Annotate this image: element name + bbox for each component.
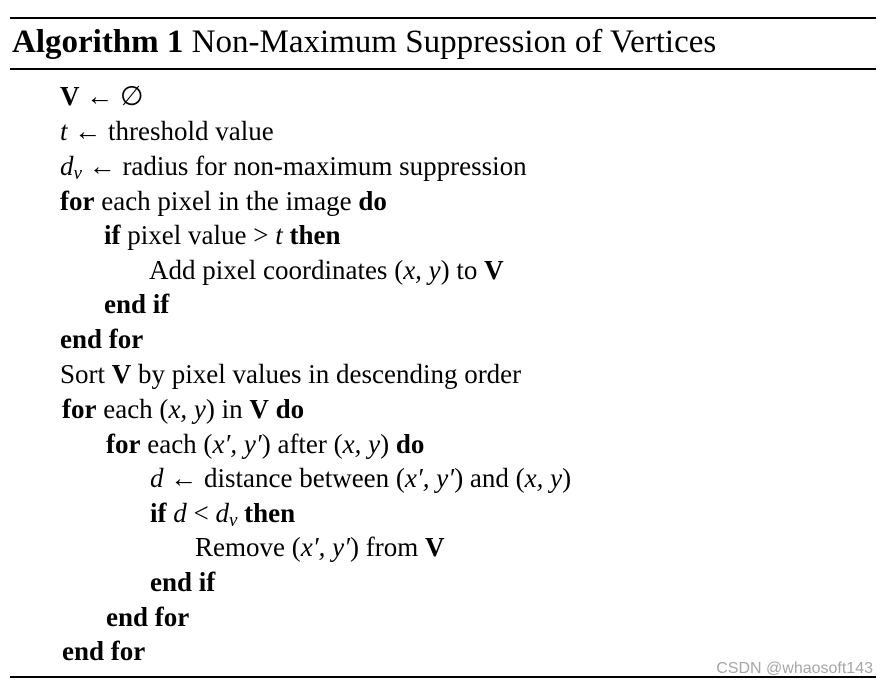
line-code (150, 565, 215, 599)
math-symbol: d (173, 498, 187, 528)
text-segment: ) to (440, 255, 485, 285)
keyword: end if (104, 289, 170, 319)
math-symbol: x′, y′ (212, 429, 262, 459)
line-code (106, 600, 189, 634)
line-code (149, 253, 504, 287)
line-code (60, 184, 387, 218)
text-segment: ) in (205, 394, 250, 424)
math-symbol: V (111, 359, 132, 389)
keyword: end for (62, 636, 146, 666)
math-symbol: t (275, 220, 283, 250)
keyword: if (150, 498, 167, 528)
watermark: CSDN @whaosoft143 (716, 660, 873, 677)
keyword: for (60, 186, 95, 216)
text-segment: ← threshold value (67, 116, 274, 146)
line-code (60, 79, 144, 113)
text-segment (269, 394, 276, 424)
keyword: for (62, 394, 97, 424)
keyword: then (289, 220, 341, 250)
math-symbol: x, y (403, 255, 441, 285)
keyword: do (275, 394, 305, 424)
algorithm-title: Non-Maximum Suppression of Vertices (191, 24, 717, 60)
line-code (60, 149, 527, 183)
math-symbol: V (425, 532, 445, 562)
keyword: do (358, 186, 387, 216)
keyword: end for (60, 324, 144, 354)
text-segment: ) (380, 429, 396, 459)
keyword: for (106, 429, 141, 459)
text-segment: < (186, 498, 216, 528)
line-code (60, 114, 274, 148)
text-segment: Add pixel coordinates ( (149, 255, 404, 285)
line-code (195, 530, 445, 564)
text-segment: ) and ( (454, 463, 525, 493)
keyword: if (104, 220, 121, 250)
math-symbol: d (215, 498, 229, 528)
math-symbol: d (150, 463, 164, 493)
line-code (104, 287, 169, 321)
math-symbol: V (60, 81, 80, 111)
line-code (60, 357, 521, 391)
math-symbol: x′, y′ (300, 532, 351, 562)
line-code (150, 461, 571, 495)
line-code (104, 218, 340, 252)
text-segment: each ( (140, 429, 213, 459)
text-segment: ) (562, 463, 572, 493)
algorithm-caption (12, 20, 716, 64)
line-code (106, 427, 424, 461)
keyword: end if (150, 567, 216, 597)
text-segment: ← distance between ( (163, 463, 405, 493)
text-segment: by pixel values in descending order (131, 359, 522, 389)
line-code (150, 496, 295, 530)
text-segment: ) after ( (261, 429, 343, 459)
text-segment: each pixel in the image (94, 186, 359, 216)
math-symbol: x, y (342, 429, 381, 459)
text-segment: Remove ( (195, 532, 301, 562)
math-symbol: v (73, 163, 82, 184)
keyword: end for (106, 602, 190, 632)
text-segment: each ( (96, 394, 169, 424)
line-code (62, 392, 304, 426)
math-symbol: V (484, 255, 504, 285)
keyword: do (395, 429, 425, 459)
text-segment: ← radius for non-maximum suppression (81, 151, 527, 181)
math-symbol: t (60, 116, 68, 146)
math-symbol: v (228, 510, 238, 531)
math-symbol: V (249, 394, 269, 424)
text-segment: Sort (60, 359, 112, 389)
text-segment: pixel value > (120, 220, 276, 250)
algorithm-label: Algorithm 1 (12, 24, 184, 60)
math-symbol: x′, y′ (404, 463, 455, 493)
math-symbol: x, y (524, 463, 563, 493)
text-segment: ) from (350, 532, 425, 562)
math-symbol: x, y (168, 394, 206, 424)
top-rule (10, 17, 876, 19)
caption-rule (10, 68, 876, 70)
keyword: then (244, 498, 296, 528)
line-code (62, 634, 145, 668)
math-symbol: d (60, 151, 74, 181)
text-segment: ← ∅ (79, 81, 144, 111)
line-code (60, 322, 143, 356)
